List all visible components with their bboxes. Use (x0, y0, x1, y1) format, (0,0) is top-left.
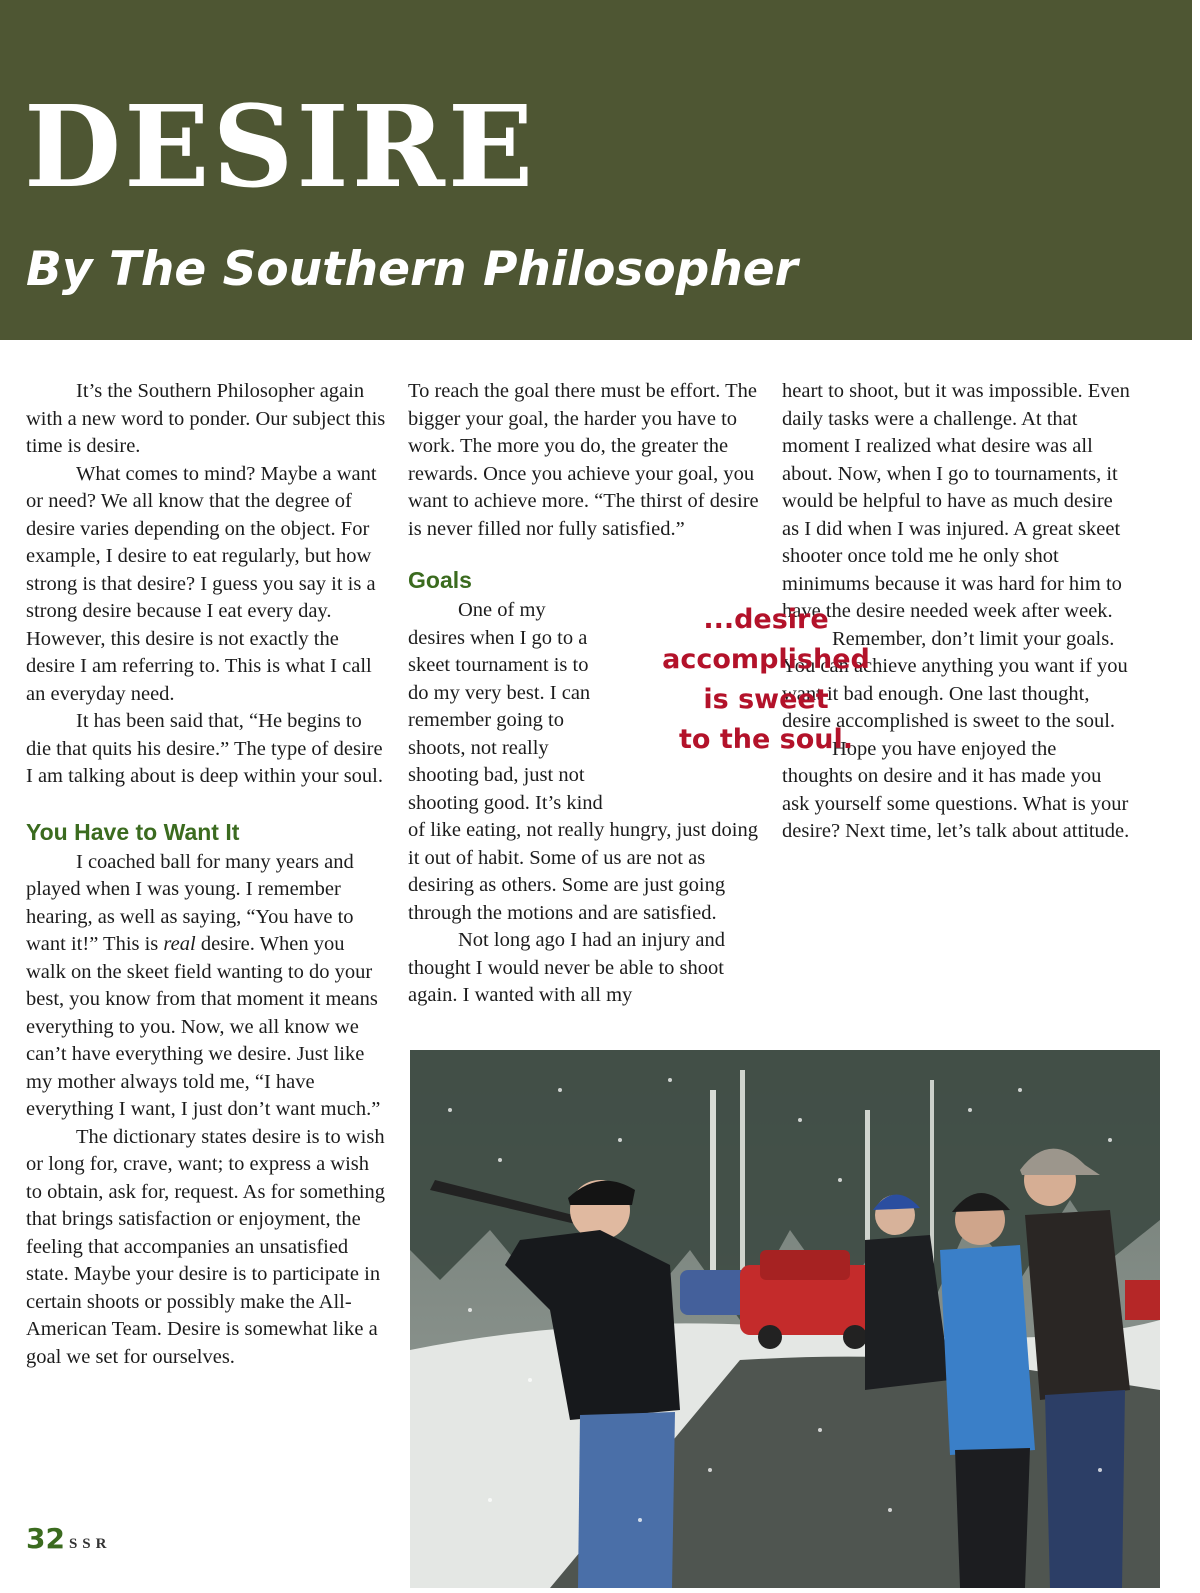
section-heading-goals: Goals (408, 567, 472, 593)
text-span: desire. When you walk on the skeet field wanting to do your best, you know from that moment it means everything to you. Now, we all know we can’t have everything we desire. Just like my mother always told me, “I have everything I want, I just don’t want much.” (26, 933, 381, 1120)
paragraph (26, 849, 388, 1124)
pull-quote-line: is sweet (703, 684, 829, 715)
paragraph: It’s the Southern Philosopher again with a new word to ponder. Our subject this time is desire. (26, 380, 386, 457)
skeet-shooting-photo (410, 1050, 1160, 1588)
article-title: DESIRE (24, 82, 537, 213)
emphasis-text: real (163, 933, 196, 955)
pull-quote (648, 600, 884, 760)
page-number: 32 (26, 1522, 65, 1555)
title-banner (0, 0, 1192, 340)
photo-illustration (410, 1050, 1160, 1588)
magazine-name: SSR (68, 1536, 112, 1552)
paragraph: Remember, don’t limit your goals. You can achieve anything you want if you want it bad enough. One last thought, desire accomplished is sweet to the soul. (782, 627, 1128, 732)
paragraph: The dictionary states desire is to wish or long for, crave, want; to express a wish to obtain, ask for, request. As for something that brings satisfaction or enjoyment, the feeling that accompanies an unsatisfied state. Maybe your desire is to participate in certain shoots or possibly make the All-American Team. Desire is somewhat like a goal we set for ourselves. (26, 1125, 386, 1368)
article-byline: By The Southern Philosopher (26, 242, 798, 297)
paragraph: Not long ago I had an injury and thought I would never be able to shoot again. I wanted with all my (408, 929, 726, 1006)
section-heading-want-it: You Have to Want It (26, 818, 240, 845)
paragraph: To reach the goal there must be effort. The bigger your goal, the harder you have to work. The more you do, the greater the rewards. Once you achieve your goal, you want to achieve more. “The thirst of desire is never filled nor fully satisfied.” (408, 380, 759, 540)
paragraph: Hope you have enjoyed the thoughts on desire and it has made you ask yourself some questions. What is your desire? Next time, let’s talk about attitude. (782, 737, 1130, 842)
paragraph: heart to shoot, but it was impossible. Even daily tasks were a challenge. At that moment I realized what desire was all about. Now, when I go to tournaments, it would be helpful to have as much desire as I did when I was injured. A great skeet shooter once told me he only shot minimums because it was hard for him to have the desire needed week after week. (782, 380, 1130, 622)
pull-quote-line: to the soul. (678, 724, 854, 755)
text-span: I coached ball for many years and played when I was young. I remember hearing, as well as saying, “You have to want it!” This is (26, 850, 354, 955)
page-footer (26, 1522, 112, 1555)
pull-quote-line: ...desire (703, 604, 829, 635)
paragraph: It has been said that, “He begins to die that quits his desire.” The type of desire I am talking about is deep within your soul. (26, 710, 383, 787)
paragraph: What comes to mind? Maybe a want or need? We all know that the degree of desire varies depending on the object. For example, I desire to eat regularly, but how strong is that desire? I guess you say it is a strong desire because I eat every day. However, this desire is not exactly the desire I am referring to. This is what I call an everyday need. (26, 462, 377, 705)
paragraph: One of my desires when I go to a skeet tournament is to do my very best. I can remember going to shoots, not really shooting bad, just not shooting good. It’s kind of like eating, not really hungry, just doing it out of habit. Some of us are not as desiring as others. Some are just going through the motions and are satisfied. (408, 599, 758, 924)
text-column-1 (26, 378, 388, 1371)
pull-quote-line: accomplished (662, 644, 870, 675)
